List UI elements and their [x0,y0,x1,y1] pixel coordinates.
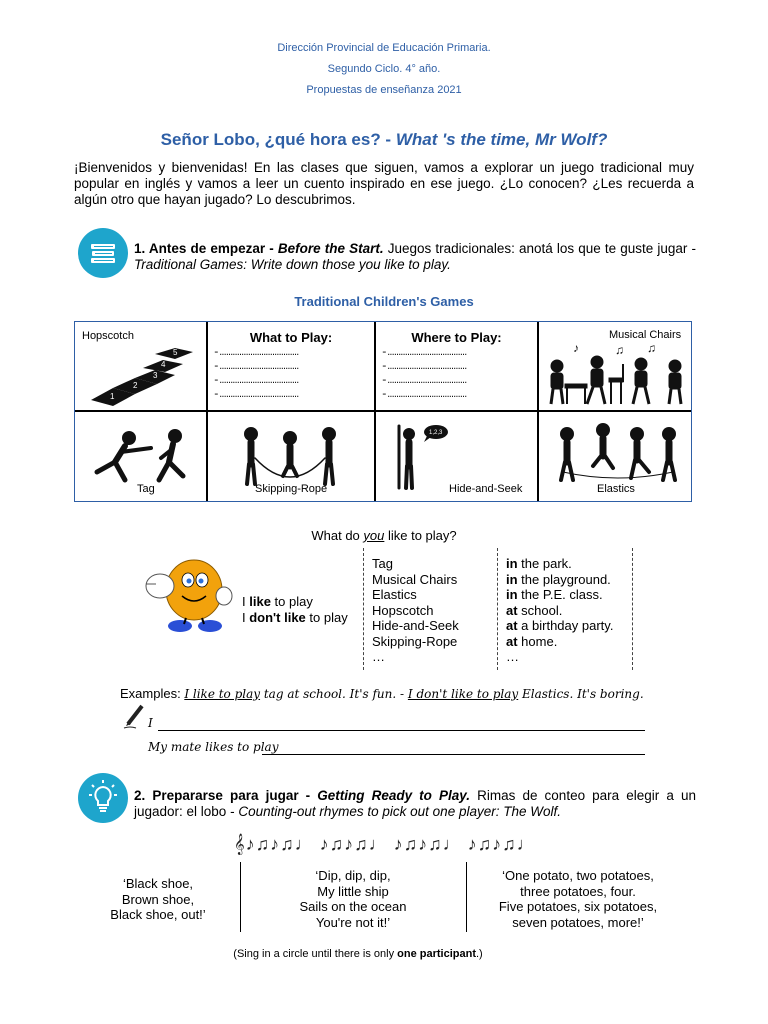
hide-and-seek-image [391,422,451,492]
rhyme-one-potato: ‘One potato, two potatoes, three potatoes, four. Five potatoes, six potatoes, seven potatoes, more!’ [498,868,658,930]
music-notes-decoration: 𝄞♪♫♪♫♩ ♪♫♪♫♩ ♪♫♪♫♩ ♪♫♪♫♩ [234,834,536,854]
divider-dashed-3 [632,548,633,670]
svg-text:4: 4 [161,360,166,369]
tag-image [89,426,199,486]
where-to-play-heading: Where to Play: [411,330,502,345]
label-musical-chairs: Musical Chairs [609,329,682,341]
smiley-character-image [142,556,236,636]
write-line-1-label: I [148,716,153,730]
section-1-text: 1. Antes de empezar - Before the Start. Juegos tradicionales: anotá los que te guste jugar - Traditional Games: Write down those you like to play. [134,241,697,272]
what-to-play-heading: What to Play: [249,330,333,345]
divider-dashed-2 [497,548,498,670]
svg-text:2: 2 [133,381,138,390]
svg-text:♫: ♫ [647,341,656,355]
label-tag: Tag [137,483,155,495]
pencil-icon [122,704,146,730]
label-hopscotch: Hopscotch [82,330,134,342]
write-line-2-label: My mate likes to play [148,740,279,754]
divider-dashed-1 [363,548,364,670]
musical-chairs-image [543,340,689,408]
books-icon [78,228,128,278]
section-2-text: 2. Prepararse para jugar - Getting Ready to Play. Rimas de conteo para elegir a un jugador: el lobo - Counting-out rhymes to pick out one player: The Wolf. [134,788,696,819]
title-english: What 's the time, Mr Wolf? [395,130,608,149]
games-word-list: Tag Musical Chairs Elastics Hopscotch Hide-and-Seek Skipping-Rope … [372,556,459,664]
label-skipping-rope: Skipping-Rope [255,483,328,495]
write-line-2[interactable] [262,754,645,755]
sing-instruction: (Sing in a circle until there is only one participant.) [233,948,483,960]
label-elastics: Elastics [597,483,635,495]
write-line-1[interactable] [158,730,645,731]
svg-text:3: 3 [153,371,158,380]
places-word-list: in the park. in the playground. in the P.E. class. at school. at a birthday party. at home. … [506,556,614,664]
table-caption: Traditional Children's Games [294,294,474,309]
rhyme-divider-2 [466,862,467,932]
like-question: What do you like to play? [311,528,457,543]
i-like-line: I like to play [242,594,313,609]
svg-text:1: 1 [110,392,115,401]
svg-text:5: 5 [173,348,178,357]
title-spanish: Señor Lobo, ¿qué hora es? - [160,130,396,149]
like-sentence-starters [242,594,348,626]
svg-text:♫: ♫ [615,343,624,357]
lightbulb-icon [78,773,128,823]
examples-line: Examples: I like to play tag at school. It's fun. - I don't like to play Elastics. It's boring. [120,686,644,701]
elastics-image [553,422,683,484]
intro-paragraph: ¡Bienvenidos y bienvenidas! En las clases que siguen, vamos a explorar un juego tradicional muy popular en inglés y vamos a leer un cuento inspirado en ese juego. ¿Lo conocen? ¿Les recuerda a algún otro que hayan jugado? Lo descubrimos. [74,160,694,207]
rhyme-black-shoe: ‘Black shoe, Brown shoe, Black shoe, out!’ [110,876,206,922]
page-title [0,130,768,150]
what-to-play-lines: -……………………………… -……………………………… -……………………………… -……………………………… [213,347,299,401]
bubble-text: 1,2,3 [429,430,443,436]
games-table [74,321,692,502]
label-hide-and-seek: Hide-and-Seek [449,483,523,495]
svg-text:♪: ♪ [573,341,579,355]
header-line-3: Propuestas de enseñanza 2021 [306,84,462,96]
hopscotch-image [83,344,203,406]
header-line-2: Segundo Ciclo. 4° año. [327,63,441,75]
rhyme-divider-1 [240,862,241,932]
rhyme-dip-dip: ‘Dip, dip, dip, My little ship Sails on the ocean You're not it!’ [299,868,407,930]
where-to-play-lines: -……………………………… -……………………………… -……………………………… -……………………………… [381,347,467,401]
skipping-rope-image [235,422,345,488]
i-dont-like-line: I don't like to play [242,610,348,625]
header-line-1: Dirección Provincial de Educación Primaria. [277,42,491,54]
